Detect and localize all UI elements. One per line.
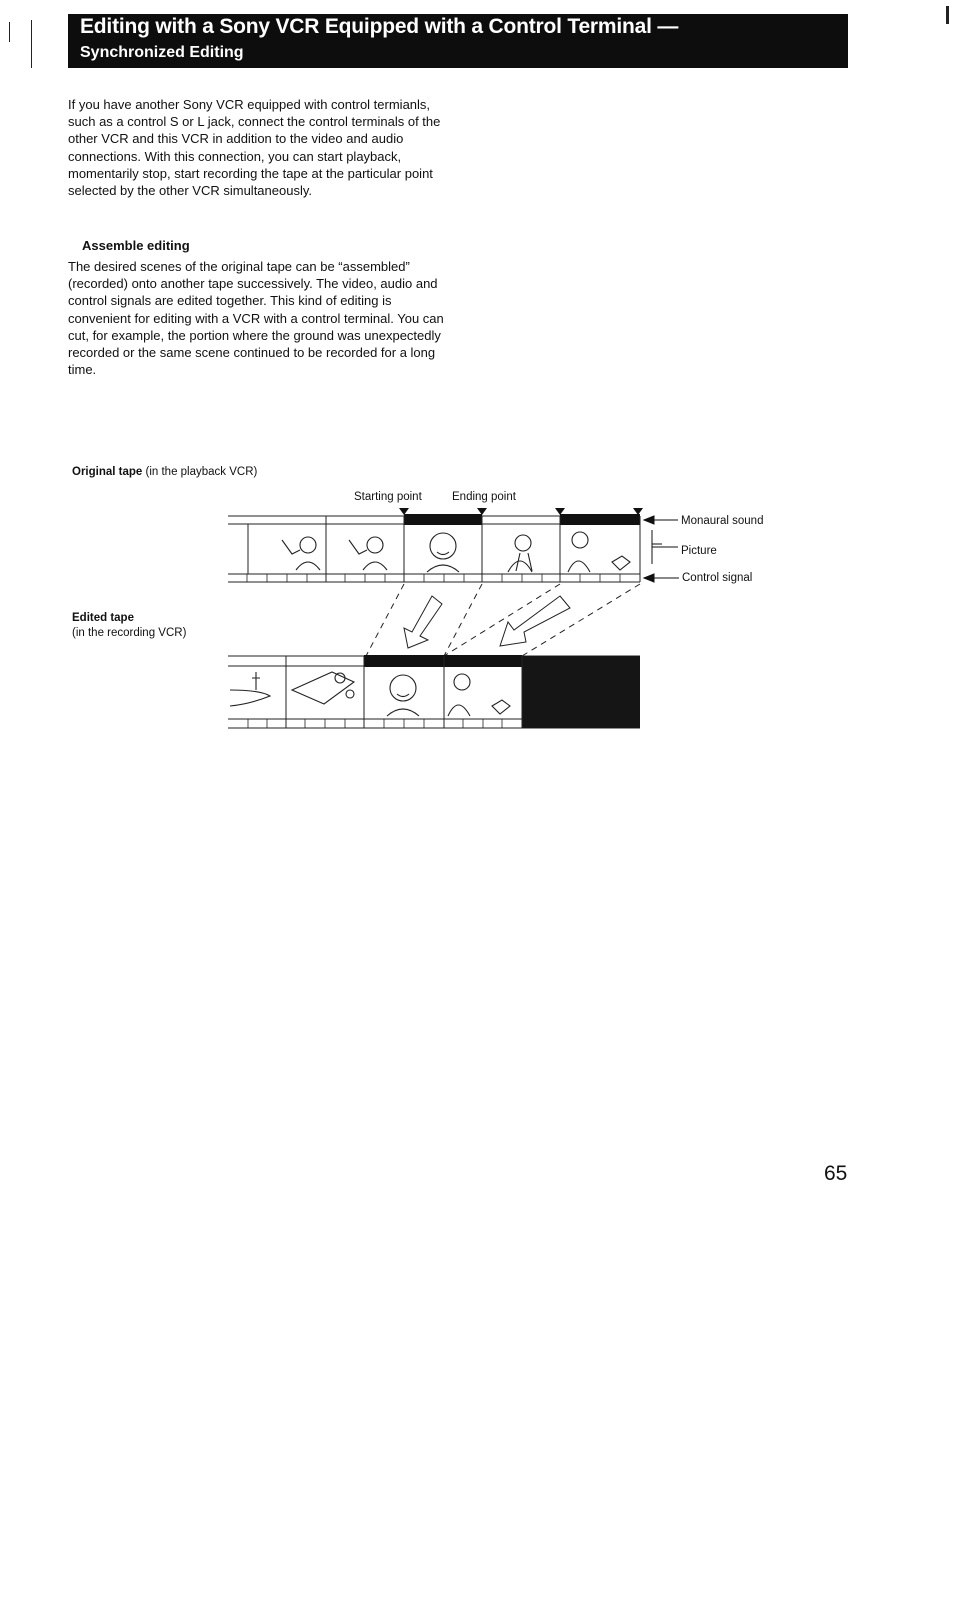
- edited-tape-label: Edited tape: [72, 612, 134, 624]
- original-tape: [228, 514, 640, 582]
- monaural-sound-label: Monaural sound: [681, 515, 764, 527]
- starting-point-label: Starting point: [354, 491, 422, 503]
- original-tape-note: (in the playback VCR): [145, 466, 258, 478]
- intro-paragraph: If you have another Sony VCR equipped with control termianls, such as a control S or L jack, connect the control terminals of the other VCR and this VCR in addition to the video and audio connections. With this connection, you can start playback, momentarily stop, start recording the tape at the particular point selected by the other VCR simultaneously.: [68, 97, 441, 199]
- control-signal-label: Control signal: [682, 572, 753, 584]
- assemble-paragraph: The desired scenes of the original tape can be “assembled” (recorded) onto another tape successively. The video, audio and control signals are edited together. This kind of editing is convenient for editing with a VCR with a control terminal. You can cut, for example, the portion where the ground was unexpectedly recorded or the same scene continued to be recorded for a long time.: [68, 259, 444, 378]
- editing-diagram: [0, 0, 976, 760]
- ending-point-label: Ending point: [452, 491, 516, 503]
- assemble-heading: Assemble editing: [82, 238, 190, 253]
- page-subtitle: Synchronized Editing: [80, 44, 244, 61]
- page-title: Editing with a Sony VCR Equipped with a Control Terminal —: [80, 15, 679, 38]
- track-pointer-arrows: [644, 516, 679, 582]
- page-number: 65: [824, 1162, 848, 1185]
- transfer-arrows: [366, 584, 640, 656]
- edited-tape: [228, 655, 640, 728]
- edit-point-markers: [399, 508, 643, 515]
- original-tape-label: Original tape: [72, 466, 143, 478]
- picture-label: Picture: [681, 545, 717, 557]
- edited-tape-note: (in the recording VCR): [72, 627, 187, 639]
